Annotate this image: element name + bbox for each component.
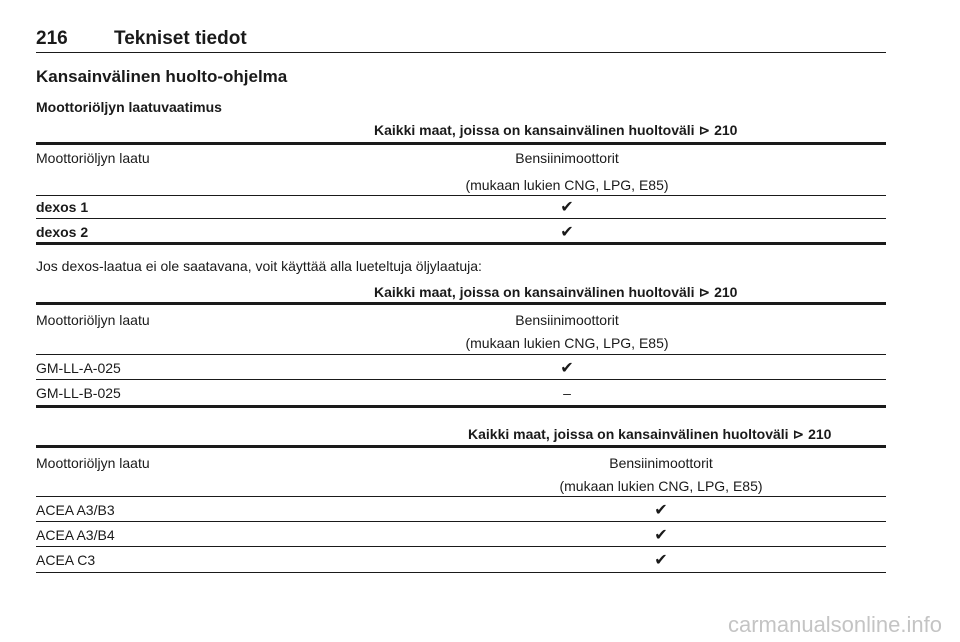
column-header-petrol-engines: Bensiinimoottorit (515, 312, 619, 328)
chapter-title: Tekniset tiedot (114, 28, 247, 49)
page-number: 216 (36, 28, 68, 49)
table-row-name: GM-LL-B-025 (36, 385, 121, 401)
page-header (36, 28, 886, 53)
table-rule (36, 496, 886, 497)
table-rule (36, 445, 886, 448)
table-rule (36, 242, 886, 245)
table-rule (36, 142, 886, 145)
page-ref-arrow-icon: ⊳ (698, 284, 711, 300)
table-rule (36, 354, 886, 355)
check-icon: ✔ (654, 527, 668, 544)
table-row-name: ACEA A3/B4 (36, 527, 115, 543)
check-icon: ✔ (654, 502, 668, 519)
dash-mark: – (563, 385, 571, 401)
column-header-oil-quality: Moottoriöljyn laatu (36, 455, 150, 471)
check-icon: ✔ (560, 360, 574, 377)
table-rule (36, 379, 886, 380)
table-rule (36, 521, 886, 522)
page-ref-link[interactable]: 210 (714, 284, 738, 300)
table-scope-header: Kaikki maat, joissa on kansainvälinen huoltoväli ⊳ 210 (374, 122, 738, 138)
check-icon: ✔ (654, 552, 668, 569)
table-rule (36, 572, 886, 573)
table-rule (36, 405, 886, 408)
table-scope-header: Kaikki maat, joissa on kansainvälinen huoltoväli ⊳ 210 (468, 426, 832, 442)
table-rule (36, 302, 886, 305)
column-subheader: (mukaan lukien CNG, LPG, E85) (559, 478, 763, 494)
table-rule (36, 218, 886, 219)
paragraph-alternative-oils: Jos dexos-laatua ei ole saatavana, voit käyttää alla lueteltuja öljylaatuja: (36, 258, 482, 274)
table-row-name: dexos 1 (36, 199, 89, 215)
page-ref-link[interactable]: 210 (714, 122, 738, 138)
table-rule (36, 195, 886, 196)
subsection-title: Moottoriöljyn laatuvaatimus (36, 99, 222, 115)
table-row-name: ACEA C3 (36, 552, 96, 568)
check-icon: ✔ (560, 199, 574, 216)
table-rule (36, 546, 886, 547)
section-title: Kansainvälinen huolto-ohjelma (36, 67, 288, 86)
table-row-name: ACEA A3/B3 (36, 502, 115, 518)
column-subheader: (mukaan lukien CNG, LPG, E85) (465, 177, 669, 193)
page-ref-arrow-icon: ⊳ (698, 122, 711, 138)
table-row-name: dexos 2 (36, 224, 89, 240)
column-header-oil-quality: Moottoriöljyn laatu (36, 312, 150, 328)
watermark: carmanualsonline.info (727, 612, 942, 637)
column-header-oil-quality: Moottoriöljyn laatu (36, 150, 150, 166)
check-icon: ✔ (560, 224, 574, 241)
table-row-name: GM-LL-A-025 (36, 360, 121, 376)
table-scope-header: Kaikki maat, joissa on kansainvälinen huoltoväli ⊳ 210 (374, 284, 738, 300)
page-ref-arrow-icon: ⊳ (792, 426, 805, 442)
column-subheader: (mukaan lukien CNG, LPG, E85) (465, 335, 669, 351)
page-ref-link[interactable]: 210 (808, 426, 832, 442)
column-header-petrol-engines: Bensiinimoottorit (515, 150, 619, 166)
column-header-petrol-engines: Bensiinimoottorit (609, 455, 713, 471)
